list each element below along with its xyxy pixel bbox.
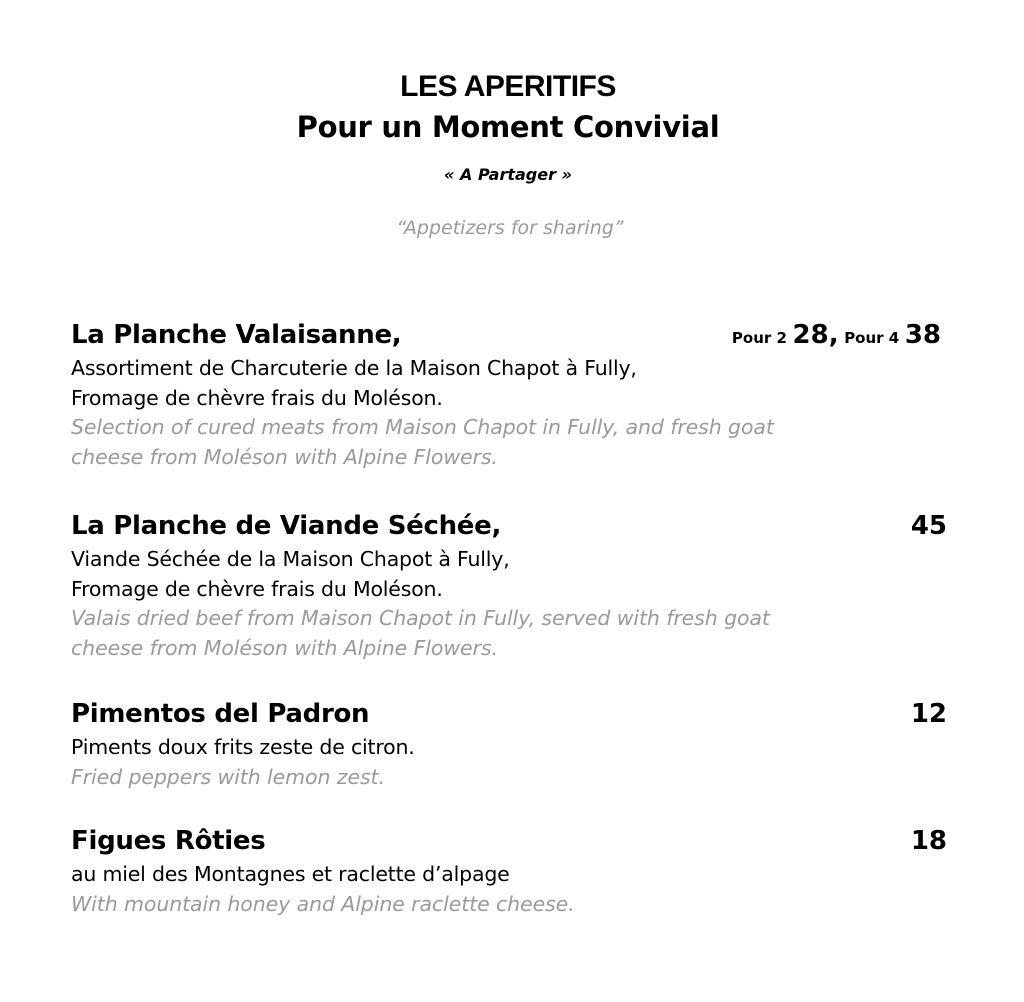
price-option-value: 38 <box>904 320 941 350</box>
menu-item-description-en: cheese from Moléson with Alpine Flowers. <box>71 444 498 469</box>
menu-item-planche-valaisanne <box>71 320 947 472</box>
menu-item-description-fr: Assortiment de Charcuterie de la Maison Chapot à Fully, <box>71 356 637 380</box>
menu-item-description-en: Fried peppers with lemon zest. <box>71 764 385 789</box>
menu-item-description-fr: Fromage de chèvre frais du Moléson. <box>71 385 443 410</box>
menu-item-description-en: Selection of cured meats from Maison Chapot in Fully, and fresh goat <box>71 415 774 439</box>
menu-item-planche-viande-sechee <box>71 511 947 663</box>
price-option-label: Pour 4 <box>844 329 900 347</box>
menu-item-figues-roties <box>71 826 947 919</box>
menu-item-name: Figues Rôties <box>71 826 266 856</box>
menu-item-description-en: With mountain honey and Alpine raclette cheese. <box>71 891 575 916</box>
menu-item-description-en: cheese from Moléson with Alpine Flowers. <box>71 635 498 660</box>
menu-item-description-fr: Piments doux frits zeste de citron. <box>71 735 415 759</box>
menu-item-name: La Planche de Viande Séchée, <box>71 511 502 541</box>
price-option-value: 28, <box>792 320 839 350</box>
menu-item-name: Pimentos del Padron <box>71 699 370 729</box>
menu-item-price: 45 <box>910 511 947 541</box>
menu-item-name: La Planche Valaisanne, <box>71 320 402 350</box>
menu-item-price: 12 <box>910 699 947 729</box>
menu-item-description-fr: Viande Séchée de la Maison Chapot à Fully, <box>71 547 510 571</box>
menu-item-price: 18 <box>910 826 947 856</box>
menu-item-price-options <box>732 320 941 350</box>
menu-item-pimentos-del-padron <box>71 699 947 792</box>
menu-item-description-fr: Fromage de chèvre frais du Moléson. <box>71 576 443 601</box>
menu-section-subtitle: Pour un Moment Convivial <box>296 110 720 144</box>
menu-tagline-english: “Appetizers for sharing” <box>396 217 624 239</box>
price-option-label: Pour 2 <box>731 329 787 347</box>
menu-tagline: « A Partager » <box>444 165 572 184</box>
menu-section-title: LES APERITIFS <box>400 70 616 103</box>
menu-item-description-fr: au miel des Montagnes et raclette d’alpage <box>71 862 510 886</box>
menu-item-description-en: Valais dried beef from Maison Chapot in Fully, served with fresh goat <box>71 606 770 630</box>
